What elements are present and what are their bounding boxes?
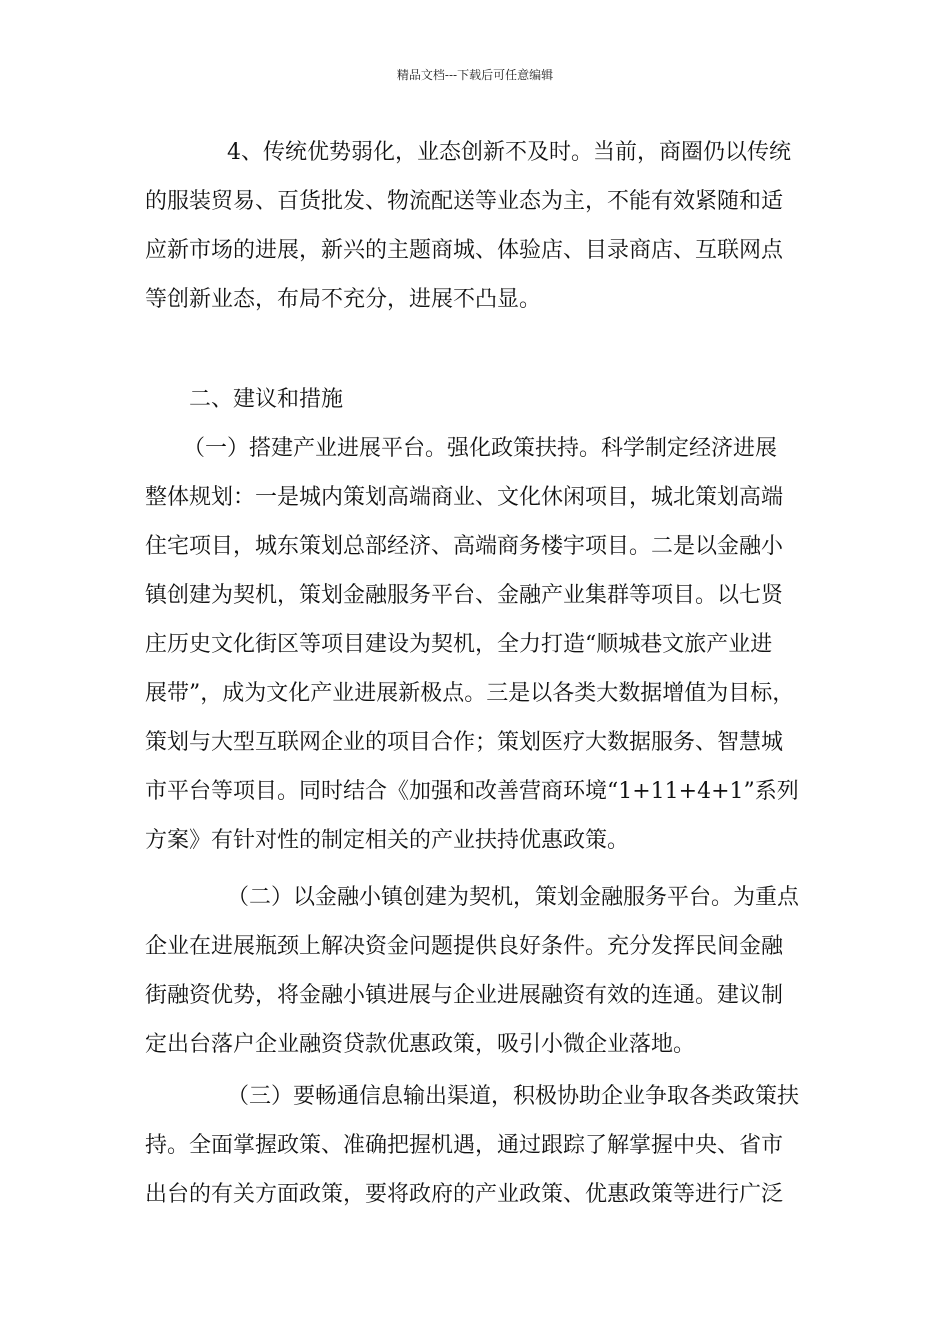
paragraph-line: 方案》有针对性的制定相关的产业扶持优惠政策。	[145, 828, 630, 853]
paragraph-line: 应新市场的进展，新兴的主题商城、体验店、目录商店、互联网点	[145, 238, 784, 263]
paragraph-line: 策划与大型互联网企业的项目合作；策划医疗大数据服务、智慧城	[145, 730, 784, 755]
section-heading	[145, 375, 835, 424]
paragraph-two	[145, 873, 835, 1069]
paragraph-three	[145, 1072, 835, 1219]
paragraph-line: 持。全面掌握政策、准确把握机遇，通过跟踪了解掌握中央、省市	[145, 1133, 784, 1158]
heading-text: 二、建议和措施	[189, 387, 344, 412]
paragraph-line: 企业在进展瓶颈上解决资金问题提供良好条件。充分发挥民间金融	[145, 934, 784, 959]
paragraph-line: 住宅项目，城东策划总部经济、高端商务楼宇项目。二是以金融小	[145, 534, 784, 559]
paragraph-line: 镇创建为契机，策划金融服务平台、金融产业集群等项目。以七贤	[145, 583, 784, 608]
paragraph-line: （一）搭建产业进展平台。强化政策扶持。科学制定经济进展	[183, 436, 778, 461]
paragraph-line: 市平台等项目。同时结合《加强和改善营商环境“1+11+4+1”系列	[145, 779, 799, 804]
paragraph-line: 定出台落户企业融资贷款优惠政策，吸引小微企业落地。	[145, 1032, 696, 1057]
paragraph-line: 展带”，成为文化产业进展新极点。三是以各类大数据增值为目标，	[145, 681, 795, 706]
paragraph-line: （二）以金融小镇创建为契机，策划金融服务平台。为重点	[227, 885, 800, 910]
paragraph-line: 整体规划：一是城内策划高端商业、文化休闲项目，城北策划高端	[145, 485, 784, 510]
paragraph-line: 街融资优势，将金融小镇进展与企业进展融资有效的连通。建议制	[145, 983, 784, 1008]
paragraph-4	[145, 128, 835, 324]
paragraph-line: 的服装贸易、百货批发、物流配送等业态为主，不能有效紧随和适	[145, 189, 784, 214]
paragraph-line: 等创新业态，布局不充分，进展不凸显。	[145, 287, 542, 312]
paragraph-line: 4、传统优势弱化，业态创新不及时。当前，商圈仍以传统	[227, 140, 791, 165]
paragraph-line: 出台的有关方面政策，要将政府的产业政策、优惠政策等进行广泛	[145, 1182, 784, 1207]
page-header: 精品文档---下载后可任意编辑	[396, 68, 554, 82]
paragraph-line: （三）要畅通信息输出渠道，积极协助企业争取各类政策扶	[227, 1084, 800, 1109]
paragraph-line: 庄历史文化街区等项目建设为契机，全力打造“顺城巷文旅产业进	[145, 632, 773, 657]
paragraph-one	[145, 424, 835, 865]
